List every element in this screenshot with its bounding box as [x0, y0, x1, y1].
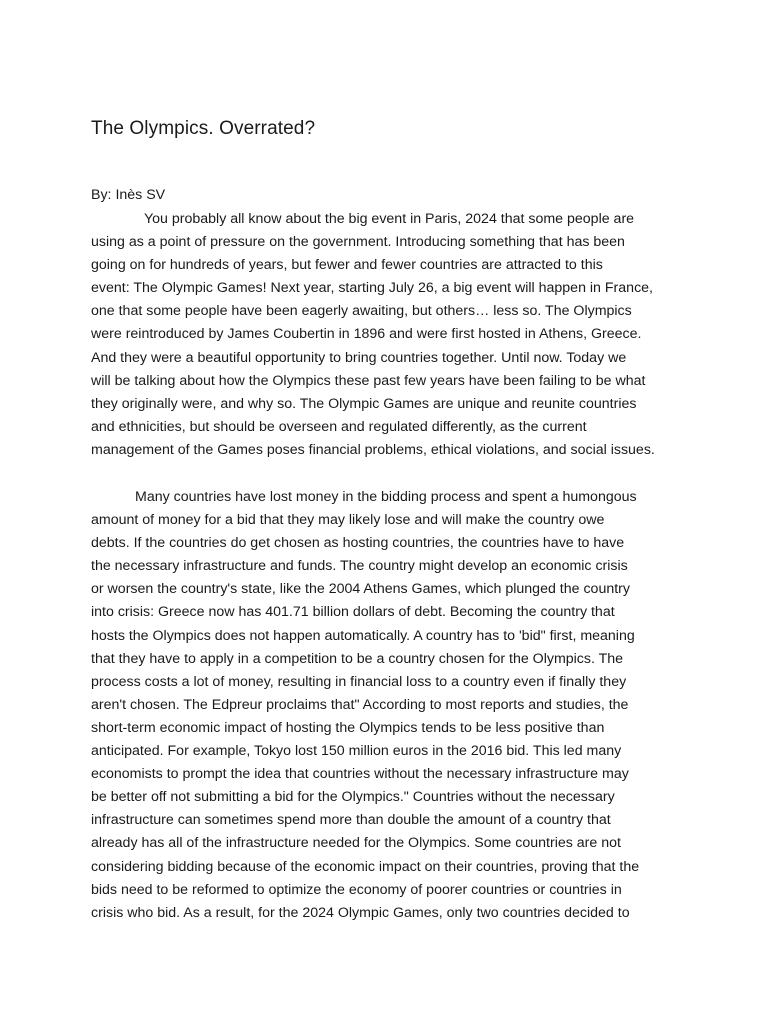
- paragraph-line: crisis who bid. As a result, for the 2024 Olympic Games, only two countries decided to: [91, 904, 630, 921]
- paragraph-line: already has all of the infrastructure needed for the Olympics. Some countries are not: [91, 835, 621, 852]
- document-title: The Olympics. Overrated?: [91, 118, 316, 139]
- paragraph-line: hosts the Olympics does not happen automatically. A country has to 'bid" first, meaning: [91, 627, 635, 644]
- paragraph-line: event: The Olympic Games! Next year, starting July 26, a big event will happen in France,: [91, 280, 653, 297]
- paragraph-1: [91, 208, 681, 462]
- paragraph-line: bids need to be reformed to optimize the economy of poorer countries or countries in: [91, 881, 622, 898]
- paragraph-line: the necessary infrastructure and funds. The country might develop an economic crisis: [91, 558, 628, 575]
- paragraph-line: using as a point of pressure on the government. Introducing something that has been: [91, 234, 625, 251]
- paragraph-line: they originally were, and why so. The Olympic Games are unique and reunite countries: [91, 395, 637, 412]
- paragraph-line: management of the Games poses financial problems, ethical violations, and social issues.: [91, 441, 655, 458]
- paragraph-line: And they were a beautiful opportunity to bring countries together. Until now. Today we: [91, 349, 627, 366]
- paragraph-line: into crisis: Greece now has 401.71 billion dollars of debt. Becoming the country that: [91, 604, 615, 621]
- paragraph-line: economists to prompt the idea that countries without the necessary infrastructure may: [91, 766, 629, 783]
- paragraph-line: be better off not submitting a bid for the Olympics." Countries without the necessary: [91, 789, 615, 806]
- paragraph-line: were reintroduced by James Coubertin in 1896 and were first hosted in Athens, Greece.: [91, 326, 642, 343]
- paragraph-line: aren't chosen. The Edpreur proclaims that" According to most reports and studies, the: [91, 696, 629, 713]
- paragraph-2: [91, 486, 681, 925]
- paragraph-line: debts. If the countries do get chosen as hosting countries, the countries have to have: [91, 535, 625, 552]
- paragraph-line: that they have to apply in a competition to be a country chosen for the Olympics. The: [91, 650, 624, 667]
- paragraph-line: You probably all know about the big event in Paris, 2024 that some people are: [144, 211, 635, 227]
- paragraph-line: going on for hundreds of years, but fewer and fewer countries are attracted to this: [91, 257, 603, 274]
- paragraph-line: one that some people have been eagerly awaiting, but others… less so. The Olympics: [91, 303, 632, 320]
- paragraph-line: Many countries have lost money in the bidding process and spent a humongous: [135, 489, 637, 505]
- paragraph-line: amount of money for a bid that they may likely lose and will make the country owe: [91, 512, 605, 529]
- paragraph-line: short-term economic impact of hosting the Olympics tends to be less positive than: [91, 719, 605, 736]
- paragraph-line: or worsen the country's state, like the 2004 Athens Games, which plunged the country: [91, 581, 630, 598]
- paragraph-line: considering bidding because of the economic impact on their countries, proving that the: [91, 858, 640, 875]
- paragraph-line: anticipated. For example, Tokyo lost 150 million euros in the 2016 bid. This led many: [91, 743, 622, 760]
- paragraph-line: infrastructure can sometimes spend more than double the amount of a country that: [91, 812, 611, 829]
- paragraph-line: will be talking about how the Olympics these past few years have been failing to be what: [91, 372, 646, 389]
- paragraph-line: process costs a lot of money, resulting in financial loss to a country even if finally they: [91, 673, 627, 690]
- paragraph-line: and ethnicities, but should be overseen and regulated differently, as the current: [91, 418, 587, 435]
- document-byline: By: Inès SV: [91, 187, 166, 203]
